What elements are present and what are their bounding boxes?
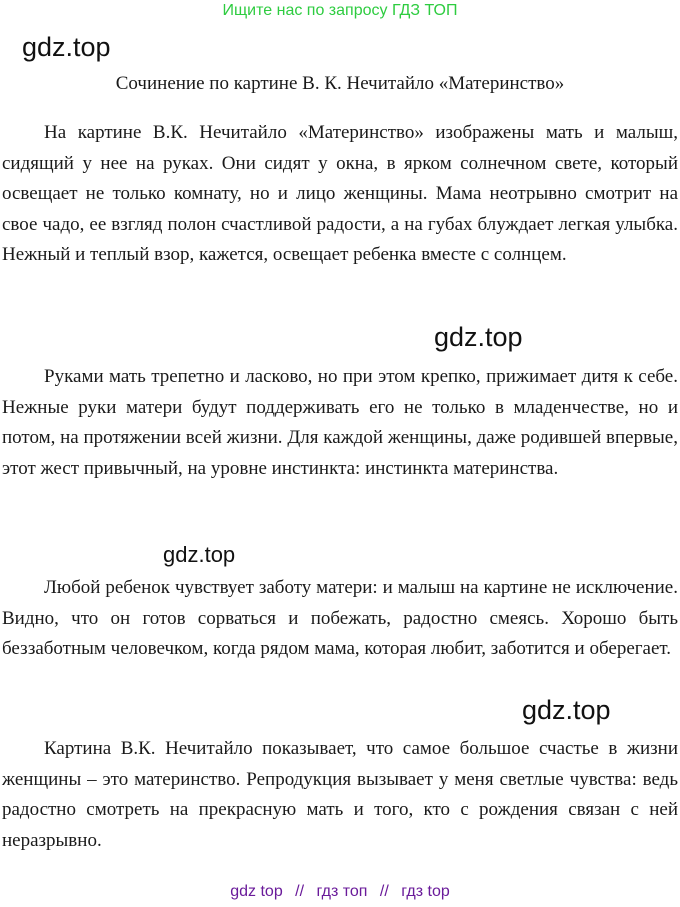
- footer-link[interactable]: гдз топ: [316, 883, 368, 900]
- footer-link[interactable]: гдз top: [401, 883, 450, 900]
- footer-links: [0, 883, 680, 901]
- watermark-logo: gdz.top: [434, 322, 523, 352]
- paragraph-2: Руками мать трепетно и ласково, но при этом крепко, прижимает дитя к себе. Нежные руки матери будут поддерживать его не только в младенчестве, но и потом, на протяжении всей жизни. Для каждой женщины, даже родившей впервые, этот жест привычный, на уровне инстинкта: инстинкта материнства.: [2, 366, 678, 479]
- watermark-logo: gdz.top: [522, 695, 611, 725]
- footer-separator: //: [295, 883, 305, 900]
- watermark-logo: gdz.top: [22, 32, 111, 62]
- essay-title: Сочинение по картине В. К. Нечитайло «Материнство»: [115, 73, 565, 94]
- footer-separator: //: [379, 883, 389, 900]
- paragraph-1: На картине В.К. Нечитайло «Материнство» изображены мать и малыш, сидящий у нее на руках. Они сидят у окна, в ярком солнечном свете, который освещает не только комнату, но и лицо женщины. Мама неотрывно смотрит на свое чадо, ее взгляд полон счастливой радости, а на губах блуждает легкая улыбка. Нежный и теплый взор, кажется, освещает ребенка вместе с солнцем.: [2, 122, 678, 265]
- watermark-logo: gdz.top: [163, 542, 236, 567]
- footer-link[interactable]: gdz top: [230, 883, 283, 900]
- paragraph-3: Любой ребенок чувствует заботу матери: и малыш на картине не исключение. Видно, что он готов сорваться и побежать, радостно смеясь. Хорошо быть беззаботным человечком, когда рядом мама, которая любит, заботится и оберегает.: [2, 577, 678, 659]
- paragraph-4: Картина В.К. Нечитайло показывает, что самое большое счастье в жизни женщины – это материнство. Репродукция вызывает у меня светлые чувства: ведь радостно смотреть на прекрасную мать и того, кто с рождения связан с ней неразрывно.: [2, 738, 678, 851]
- top-banner: Ищите нас по запросу ГДЗ ТОП: [222, 2, 458, 19]
